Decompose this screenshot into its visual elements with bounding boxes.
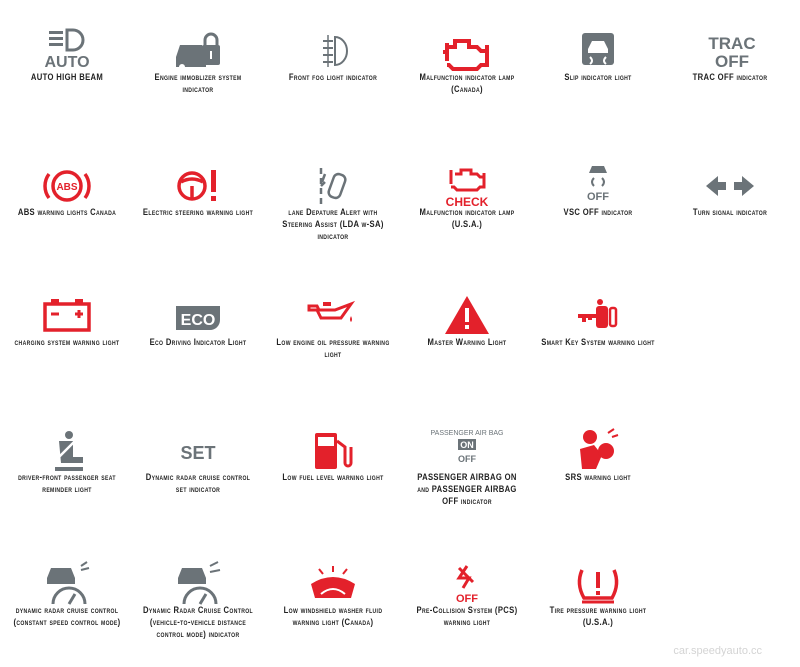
fuel-pump-icon	[303, 427, 363, 477]
indicator-low-fuel	[266, 405, 400, 535]
indicator-label: Engine immoblizer system indicator	[154, 72, 242, 94]
indicator-srs-warning	[531, 405, 665, 535]
indicator-label: Dynamic Radar Cruise Control (vehicle-to-vehicle distance control mode) indicator	[143, 605, 253, 639]
indicator-turn-signal	[663, 140, 797, 270]
indicator-label: driver-front passenger seat reminder light	[18, 472, 116, 494]
indicator-label: Tire pressure warning light (U.S.A.)	[549, 605, 647, 627]
svg-text:OFF: OFF	[458, 454, 476, 464]
vsc-off-icon	[568, 162, 628, 212]
indicator-label: Low engine oil pressure warning light	[276, 337, 390, 359]
radar-cruise-icon	[37, 560, 97, 610]
indicator-label: SRS warning light	[565, 472, 631, 482]
indicator-abs-warning	[0, 140, 134, 270]
indicator-auto-high-beam	[0, 5, 134, 135]
engine-icon	[437, 27, 497, 77]
turn-signal-icon	[700, 162, 760, 212]
indicator-charging-system	[0, 270, 134, 400]
passenger-airbag-icon	[430, 427, 504, 477]
indicator-label: Master Warning Light	[427, 337, 507, 347]
indicator-label: Slip indicator light	[564, 72, 632, 82]
indicator-label: Turn signal indicator	[692, 207, 768, 217]
indicator-seat-belt	[0, 405, 134, 535]
trac-off-icon	[700, 27, 760, 77]
lane-departure-icon	[303, 162, 363, 212]
indicator-oil-pressure	[266, 270, 400, 400]
indicator-radar-cruise-distance	[131, 538, 265, 667]
svg-text:ON: ON	[460, 440, 474, 450]
indicator-label: VSC OFF indicator	[563, 207, 633, 217]
indicator-front-fog	[266, 5, 400, 135]
indicator-label: Low windshield washer fluid warning light (Canada)	[283, 605, 383, 627]
indicator-tire-pressure	[531, 538, 665, 667]
indicator-label: TRAC OFF indicator	[692, 72, 768, 82]
seat-belt-icon	[37, 427, 97, 477]
svg-text:PASSENGER AIR BAG: PASSENGER AIR BAG	[430, 430, 504, 437]
svg-text:ABS: ABS	[56, 182, 78, 193]
steering-warning-icon	[168, 162, 228, 212]
eco-icon	[168, 292, 228, 342]
indicator-vsc-off	[531, 140, 665, 270]
indicator-label: ABS warning lights Canada	[17, 207, 117, 217]
oil-can-icon	[303, 292, 363, 342]
indicator-label: Electric steering warning light	[142, 207, 254, 217]
car-lock-icon	[168, 27, 228, 77]
indicator-radar-cruise-set	[131, 405, 265, 535]
indicator-label: Malfunction indicator lamp (Canada)	[419, 72, 515, 94]
indicator-label: Pre-Collision System (PCS) warning light	[416, 605, 518, 627]
indicator-label: Front fog light indicator	[288, 72, 378, 82]
indicator-label: Low fuel level warning light	[282, 472, 384, 482]
indicator-malfunction-usa	[400, 140, 534, 270]
srs-airbag-icon	[568, 427, 628, 477]
auto-high-beam-icon	[37, 27, 97, 77]
battery-icon	[37, 292, 97, 342]
svg-text:AUTO: AUTO	[44, 54, 90, 71]
svg-text:OFF: OFF	[587, 191, 609, 203]
indicator-label: Smart Key System warning light	[541, 337, 655, 347]
radar-cruise-distance-icon	[168, 560, 228, 610]
indicator-slip-indicator	[531, 5, 665, 135]
svg-text:OFF: OFF	[715, 52, 749, 71]
indicator-lane-departure	[266, 140, 400, 270]
fog-light-icon	[303, 27, 363, 77]
set-icon	[168, 427, 228, 477]
indicator-label: AUTO HIGH BEAM	[30, 72, 104, 82]
indicator-master-warning	[400, 270, 534, 400]
svg-text:OFF: OFF	[456, 593, 478, 605]
watermark: car.speedyauto.cc	[673, 645, 762, 657]
svg-text:TRAC: TRAC	[708, 34, 756, 53]
slip-icon	[568, 27, 628, 77]
indicator-label: dynamic radar cruise control (constant speed control mode)	[13, 605, 121, 627]
pcs-icon	[437, 560, 497, 610]
indicator-radar-cruise-constant	[0, 538, 134, 667]
indicator-label: Malfunction indicator lamp (U.S.A.)	[419, 207, 515, 229]
indicator-engine-immobilizer	[131, 5, 265, 135]
washer-fluid-icon	[303, 560, 363, 610]
indicator-label: Dynamic radar cruise control set indicator	[145, 472, 251, 494]
indicator-washer-fluid	[266, 538, 400, 667]
tire-pressure-icon	[568, 560, 628, 610]
indicator-pre-collision	[400, 538, 534, 667]
warning-triangle-icon	[437, 292, 497, 342]
indicator-passenger-airbag	[400, 405, 534, 535]
abs-icon	[37, 162, 97, 212]
indicator-smart-key	[531, 270, 665, 400]
indicator-label: Eco Driving Indicator Light	[149, 337, 247, 347]
indicator-trac-off	[663, 5, 797, 135]
indicator-electric-steering	[131, 140, 265, 270]
check-engine-icon	[437, 162, 497, 212]
svg-text:ECO: ECO	[180, 312, 216, 329]
svg-text:SET: SET	[180, 443, 216, 463]
indicator-label: PASSENGER AIRBAG ON and PASSENGER AIRBAG OFF indicator	[417, 472, 517, 506]
smart-key-icon	[568, 292, 628, 342]
indicator-eco-driving	[131, 270, 265, 400]
svg-text:CHECK: CHECK	[445, 195, 489, 209]
indicator-malfunction-canada	[400, 5, 534, 135]
indicator-label: charging system warning light	[14, 337, 120, 347]
indicator-label: lane Depature Alert with Steering Assist (LDA w-SA) indicator	[282, 207, 384, 241]
